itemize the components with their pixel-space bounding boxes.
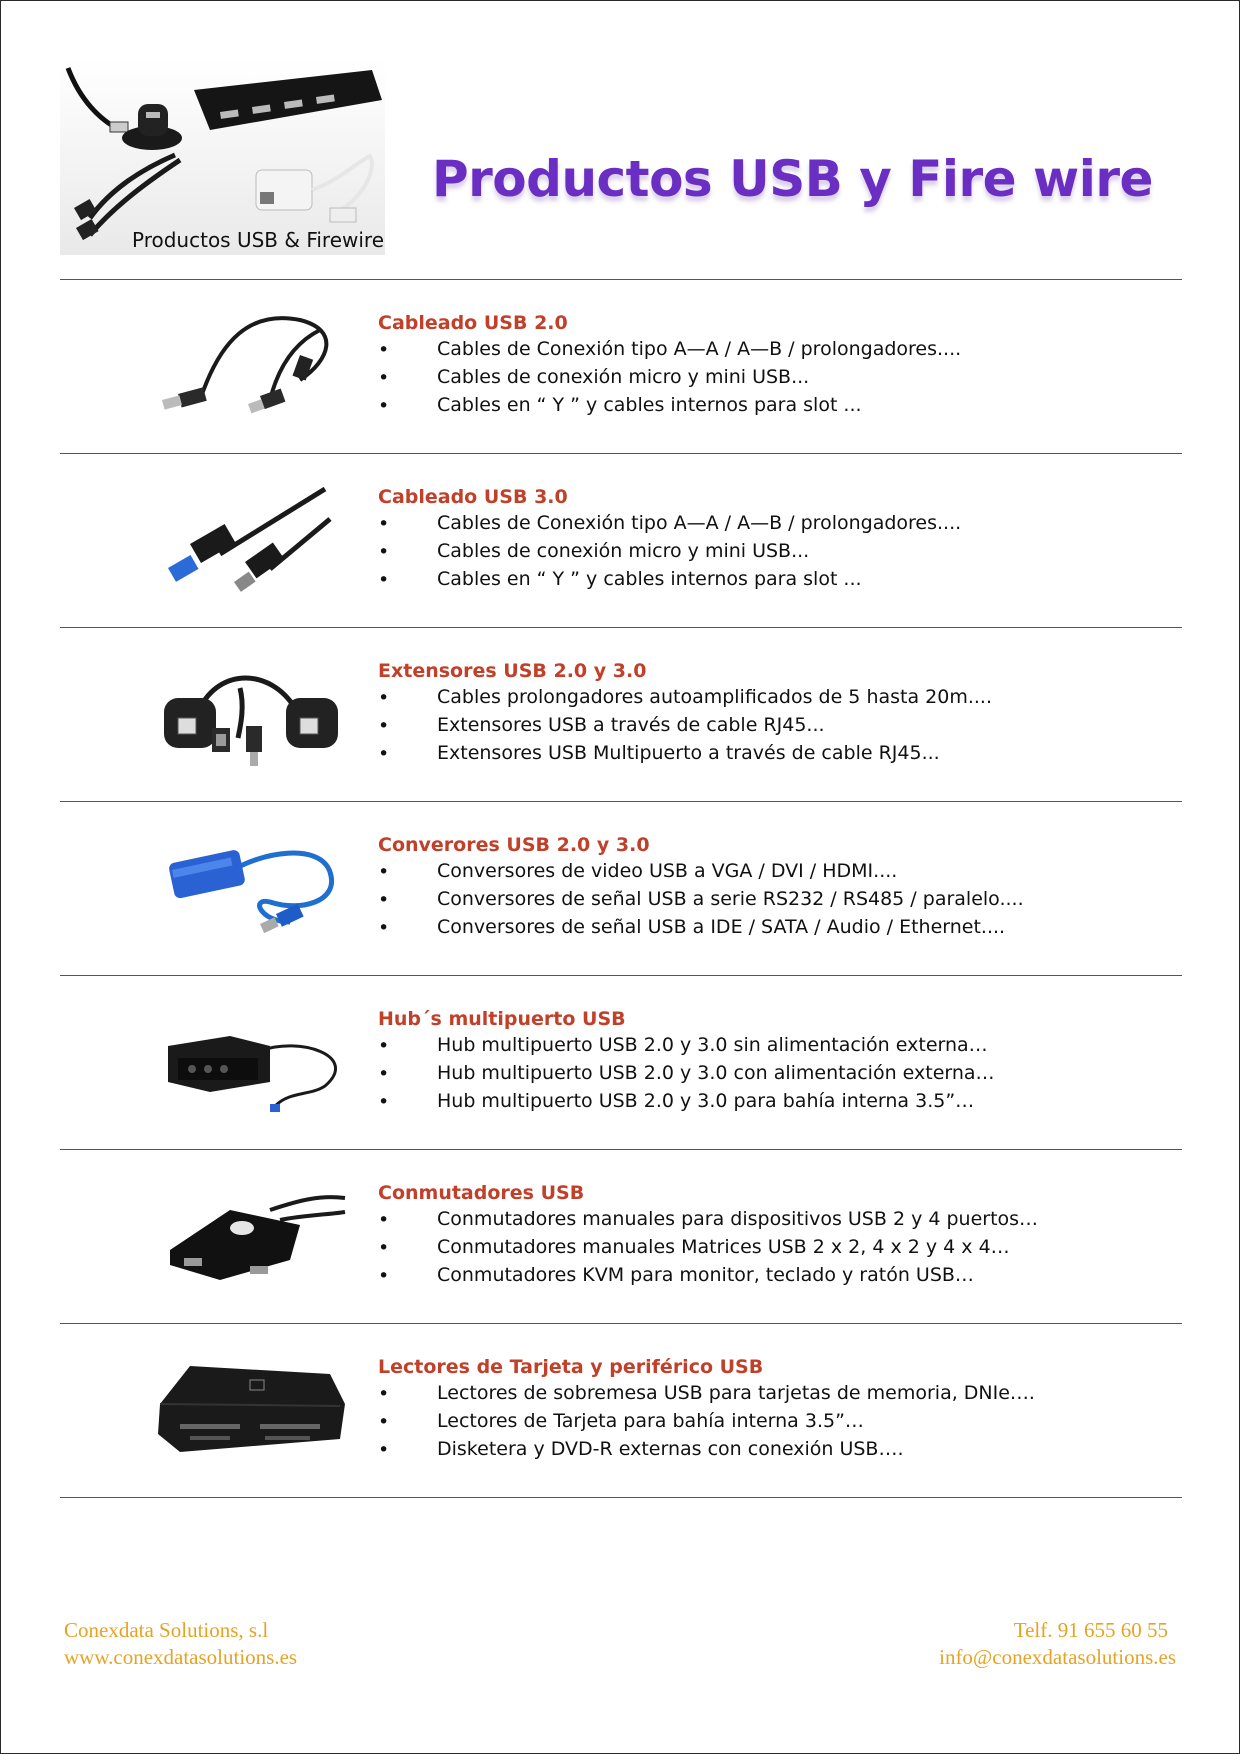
bullet-icon: •	[378, 1209, 390, 1231]
usb-hub-icon	[150, 996, 350, 1126]
product-section-title: Extensores USB 2.0 y 3.0	[378, 660, 647, 682]
usb-switch-icon	[150, 1170, 350, 1300]
header-product-collage	[60, 60, 385, 255]
product-section-usb-switches: Conmutadores USB • Conmutadores manuales para dispositivos USB 2 y 4 puertos… • Conmutadores manuales Matrices USB 2 x 2, 4 x 2 y 4 x 4… • Conmutadores KVM para monitor, teclado y ratón USB…	[60, 1150, 1182, 1324]
bullet-icon: •	[378, 1383, 390, 1405]
product-section-usb-extenders: Extensores USB 2.0 y 3.0 • Cables prolongadores autoamplificados de 5 hasta 20m.... • Extensores USB a través de cable RJ45... • Extensores USB Multipuerto a través de cable RJ45...	[60, 628, 1182, 802]
footer-email-link[interactable]: info@conexdatasolutions.es	[939, 1645, 1176, 1669]
header-image-caption: Productos USB & Firewire	[132, 228, 385, 252]
bullet-icon: •	[378, 395, 390, 417]
product-section-title: Conmutadores USB	[378, 1182, 585, 1204]
bullet-icon: •	[378, 367, 390, 389]
bullet-icon: •	[378, 889, 390, 911]
product-section-card-readers: Lectores de Tarjeta y periférico USB • Lectores de sobremesa USB para tarjetas de memoria, DNIe…. • Lectores de Tarjeta para bahía interna 3.5”… • Disketera y DVD-R externas con conexión USB….	[60, 1324, 1182, 1498]
bullet-icon: •	[378, 917, 390, 939]
bullet-icon: •	[378, 715, 390, 737]
bullet-icon: •	[378, 1035, 390, 1057]
footer-company-name: Conexdata Solutions, s.l	[64, 1618, 269, 1642]
usb-cable-icon	[150, 300, 350, 430]
product-section-title: Hub´s multipuerto USB	[378, 1008, 626, 1030]
bullet-icon: •	[378, 569, 390, 591]
bullet-icon: •	[378, 1237, 390, 1259]
bullet-icon: •	[378, 339, 390, 361]
bullet-icon: •	[378, 1265, 390, 1287]
usb-converter-icon	[150, 822, 350, 952]
product-section-usb-converters: Converores USB 2.0 y 3.0 • Conversores de video USB a VGA / DVI / HDMI.... • Conversores de señal USB a serie RS232 / RS485 / paralelo.... • Conversores de señal USB a IDE / SATA / Audio / Ethernet....	[60, 802, 1182, 976]
bullet-icon: •	[378, 1439, 390, 1461]
bullet-icon: •	[378, 1411, 390, 1433]
product-section-usb2-cables: Cableado USB 2.0 • Cables de Conexión tipo A—A / A—B / prolongadores.... • Cables de conexión micro y mini USB... • Cables en “ Y ” y cables internos para slot ...	[60, 280, 1182, 454]
bullet-icon: •	[378, 513, 390, 535]
bullet-icon: •	[378, 861, 390, 883]
product-section-title: Cableado USB 3.0	[378, 486, 568, 508]
bullet-icon: •	[378, 743, 390, 765]
usb3-cable-icon	[150, 474, 350, 604]
card-reader-icon	[150, 1344, 350, 1474]
product-section-usb-hubs: Hub´s multipuerto USB • Hub multipuerto USB 2.0 y 3.0 sin alimentación externa… • Hub multipuerto USB 2.0 y 3.0 con alimentación externa… • Hub multipuerto USB 2.0 y 3.0 para bahía interna 3.5”…	[60, 976, 1182, 1150]
usb-extender-icon	[150, 648, 350, 778]
page-title: Productos USB y Fire wire	[432, 150, 1153, 208]
bullet-icon: •	[378, 1091, 390, 1113]
footer-website-link[interactable]: www.conexdatasolutions.es	[64, 1645, 298, 1669]
product-section-usb3-cables: Cableado USB 3.0 • Cables de Conexión tipo A—A / A—B / prolongadores.... • Cables de conexión micro y mini USB... • Cables en “ Y ” y cables internos para slot ...	[60, 454, 1182, 628]
product-section-title: Cableado USB 2.0	[378, 312, 568, 334]
bullet-icon: •	[378, 687, 390, 709]
bullet-icon: •	[378, 541, 390, 563]
bullet-icon: •	[378, 1063, 390, 1085]
footer-phone: Telf. 91 655 60 55	[1013, 1618, 1168, 1642]
product-section-title: Lectores de Tarjeta y periférico USB	[378, 1356, 764, 1378]
product-section-title: Converores USB 2.0 y 3.0	[378, 834, 650, 856]
